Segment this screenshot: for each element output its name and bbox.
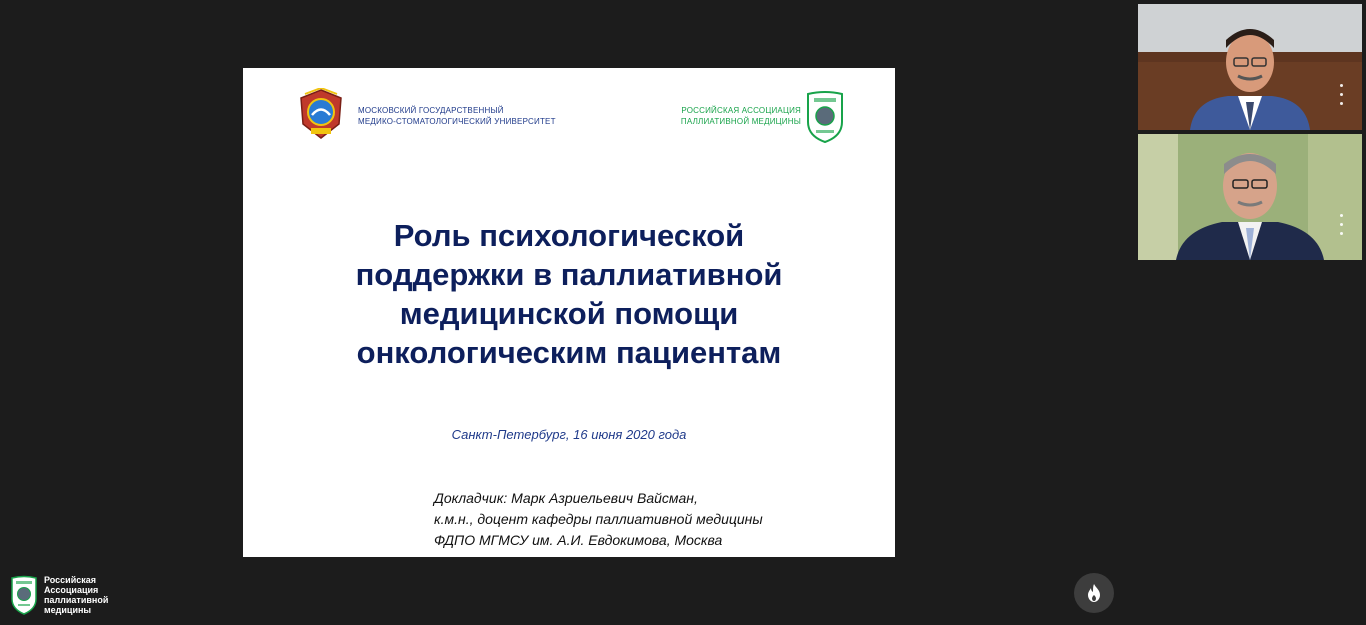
slide-place-date: Санкт-Петербург, 16 июня 2020 года <box>451 427 687 442</box>
more-vertical-icon[interactable] <box>1340 214 1344 241</box>
association-branding <box>10 573 130 619</box>
association-shield-icon <box>10 575 38 615</box>
slide-title: Роль психологической поддержки в паллиативной медицинской помощи онкологическим пациентам <box>355 218 783 370</box>
university-emblem-icon <box>295 88 347 140</box>
association-branding-text: Российская Ассоциация паллиативной медицины <box>44 575 109 615</box>
slide-speaker-info: Докладчик: Марк Азриельевич Вайсман, к.м.н., доцент кафедры паллиативной медицины ФДПО МГМСУ им. А.И. Евдокимова, Москва <box>434 490 763 548</box>
participant-video-1[interactable] <box>1138 4 1362 130</box>
reaction-button[interactable] <box>1074 573 1114 613</box>
participant-video-1-image <box>1138 4 1362 130</box>
association-shield-icon <box>805 90 845 144</box>
flame-icon <box>1085 583 1103 603</box>
participant-video-2[interactable] <box>1138 134 1362 260</box>
university-name: МОСКОВСКИЙ ГОСУДАРСТВЕННЫЙ МЕДИКО-СТОМАТОЛОГИЧЕСКИЙ УНИВЕРСИТЕТ <box>358 106 556 126</box>
shared-slide <box>243 68 895 557</box>
association-name: РОССИЙСКАЯ АССОЦИАЦИЯ ПАЛЛИАТИВНОЙ МЕДИЦИНЫ <box>680 106 801 126</box>
more-vertical-icon[interactable] <box>1340 84 1344 111</box>
participant-video-2-image <box>1138 134 1362 260</box>
